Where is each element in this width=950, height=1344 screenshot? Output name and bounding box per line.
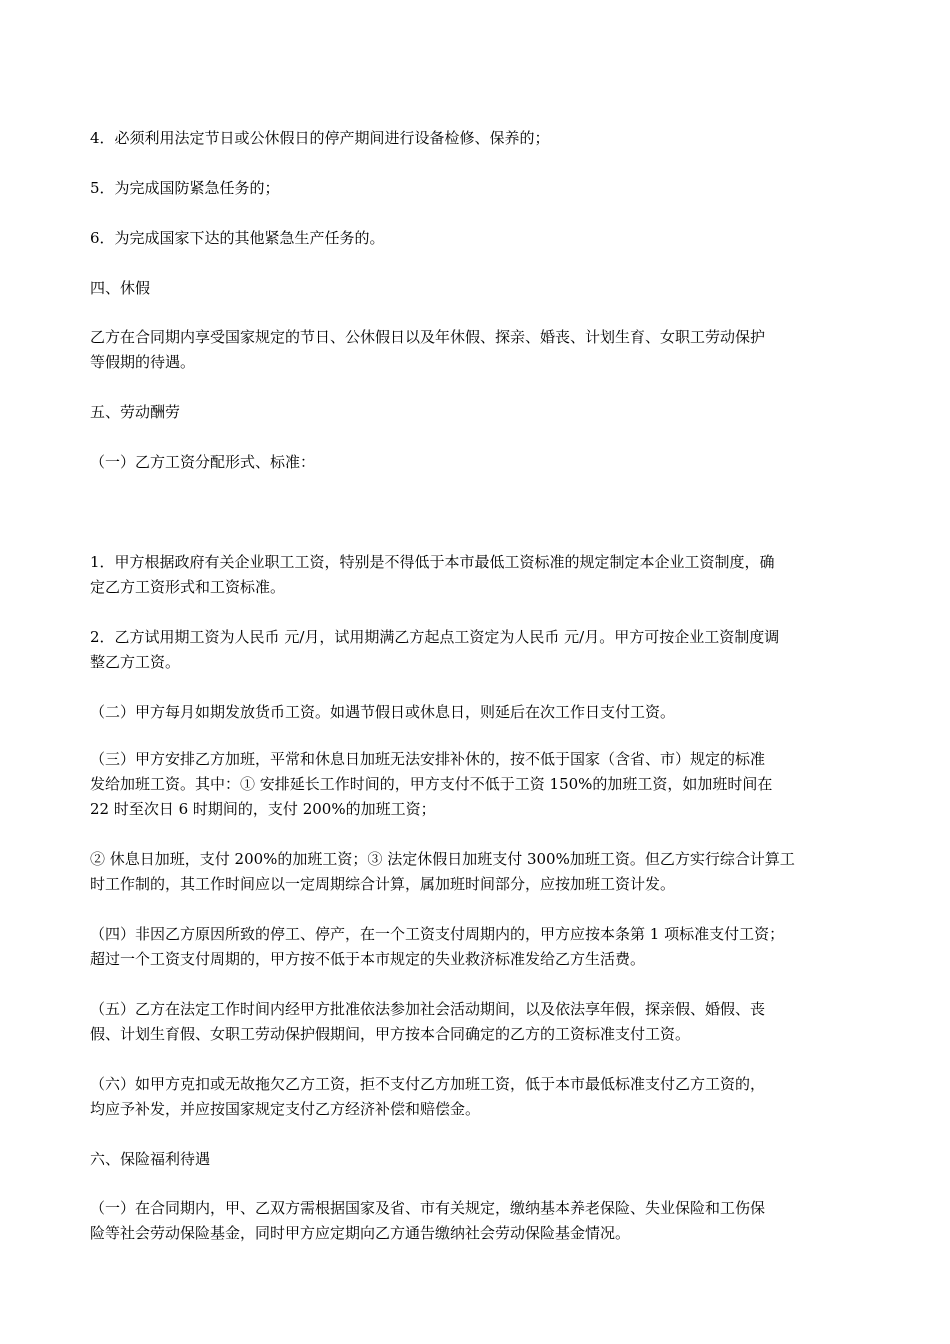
text-line: 六、保险福利待遇 (90, 1150, 211, 1168)
text-line: 四、休假 (90, 279, 151, 297)
text-line: 2．乙方试用期工资为人民币 元/月，试用期满乙方起点工资定为人民币 元/月。甲方可按企业工资制度调 (90, 628, 780, 646)
text-line: 等假期的待遇。 (90, 353, 196, 371)
text-line: 超过一个工资支付周期的，甲方按不低于本市规定的失业救济标准发给乙方生活费。 (90, 950, 646, 968)
text-line: 5．为完成国防紧急任务的； (90, 179, 280, 197)
text-line: 均应予补发，并应按国家规定支付乙方经济补偿和赔偿金。 (90, 1100, 481, 1118)
text-line: 6．为完成国家下达的其他紧急生产任务的。 (90, 229, 385, 247)
paragraph-holiday-overtime (90, 847, 865, 897)
text-line: （三）甲方安排乙方加班，平常和休息日加班无法安排补休的，按不低于国家（含省、市）规定的标准 (90, 750, 766, 768)
text-line: 时工作制的，其工作时间应以一定周期综合计算，属加班时间部分，应按加班工资计发。 (90, 875, 676, 893)
section-heading-insurance (90, 1147, 865, 1172)
paragraph-social-insurance (90, 1196, 865, 1246)
paragraph-item-5 (90, 176, 865, 201)
text-line: 1．甲方根据政府有关企业职工工资，特别是不得低于本市最低工资标准的规定制定本企业工资制度，确 (90, 553, 775, 571)
text-line: 五、劳动酬劳 (90, 403, 181, 421)
text-line: （一）乙方工资分配形式、标准： (90, 453, 316, 471)
text-line: 险等社会劳动保险基金，同时甲方应定期向乙方通告缴纳社会劳动保险基金情况。 (90, 1224, 631, 1242)
section-heading-vacation (90, 276, 865, 301)
text-line: （一）在合同期内，甲、乙双方需根据国家及省、市有关规定，缴纳基本养老保险、失业保险和工伤保 (90, 1199, 766, 1217)
subsection-heading-wage-form (90, 450, 865, 475)
text-line: （二）甲方每月如期发放货币工资。如遇节假日或休息日，则延后在次工作日支付工资。 (90, 703, 676, 721)
text-line: （五）乙方在法定工作时间内经甲方批准依法参加社会活动期间，以及依法享年假，探亲假、婚假、丧 (90, 1000, 766, 1018)
paragraph-social-activities (90, 997, 865, 1047)
paragraph-vacation-body (90, 325, 865, 375)
text-line: ② 休息日加班，支付 200%的加班工资；③ 法定休假日加班支付 300%加班工资。但乙方实行综合计算工 (90, 850, 795, 868)
paragraph-wage-arrears (90, 1072, 865, 1122)
paragraph-probation-wage (90, 625, 865, 675)
text-line: 假、计划生育假、女职工劳动保护假期间，甲方按本合同确定的乙方的工资标准支付工资。 (90, 1025, 691, 1043)
text-line: 乙方在合同期内享受国家规定的节日、公休假日以及年休假、探亲、婚丧、计划生育、女职工劳动保护 (90, 328, 766, 346)
paragraph-overtime (90, 747, 865, 822)
text-line: 发给加班工资。其中：① 安排延长工作时间的，甲方支付不低于工资 150%的加班工资，如加班时间在 (90, 775, 773, 793)
paragraph-wage-system (90, 550, 865, 600)
paragraph-monthly-payment (90, 700, 865, 725)
section-heading-remuneration (90, 400, 865, 425)
text-line: 4．必须利用法定节日或公休假日的停产期间进行设备检修、保养的； (90, 129, 550, 147)
text-line: （四）非因乙方原因所致的停工、停产，在一个工资支付周期内的，甲方应按本条第 1 项标准支付工资； (90, 925, 785, 943)
text-line: 定乙方工资形式和工资标准。 (90, 578, 286, 596)
paragraph-item-4 (90, 126, 865, 151)
paragraph-item-6 (90, 226, 865, 251)
text-line: （六）如甲方克扣或无故拖欠乙方工资，拒不支付乙方加班工资，低于本市最低标准支付乙方工资的， (90, 1075, 766, 1093)
text-line: 22 时至次日 6 时期间的，支付 200%的加班工资； (90, 800, 436, 818)
text-line: 整乙方工资。 (90, 653, 181, 671)
paragraph-work-stoppage (90, 922, 865, 972)
